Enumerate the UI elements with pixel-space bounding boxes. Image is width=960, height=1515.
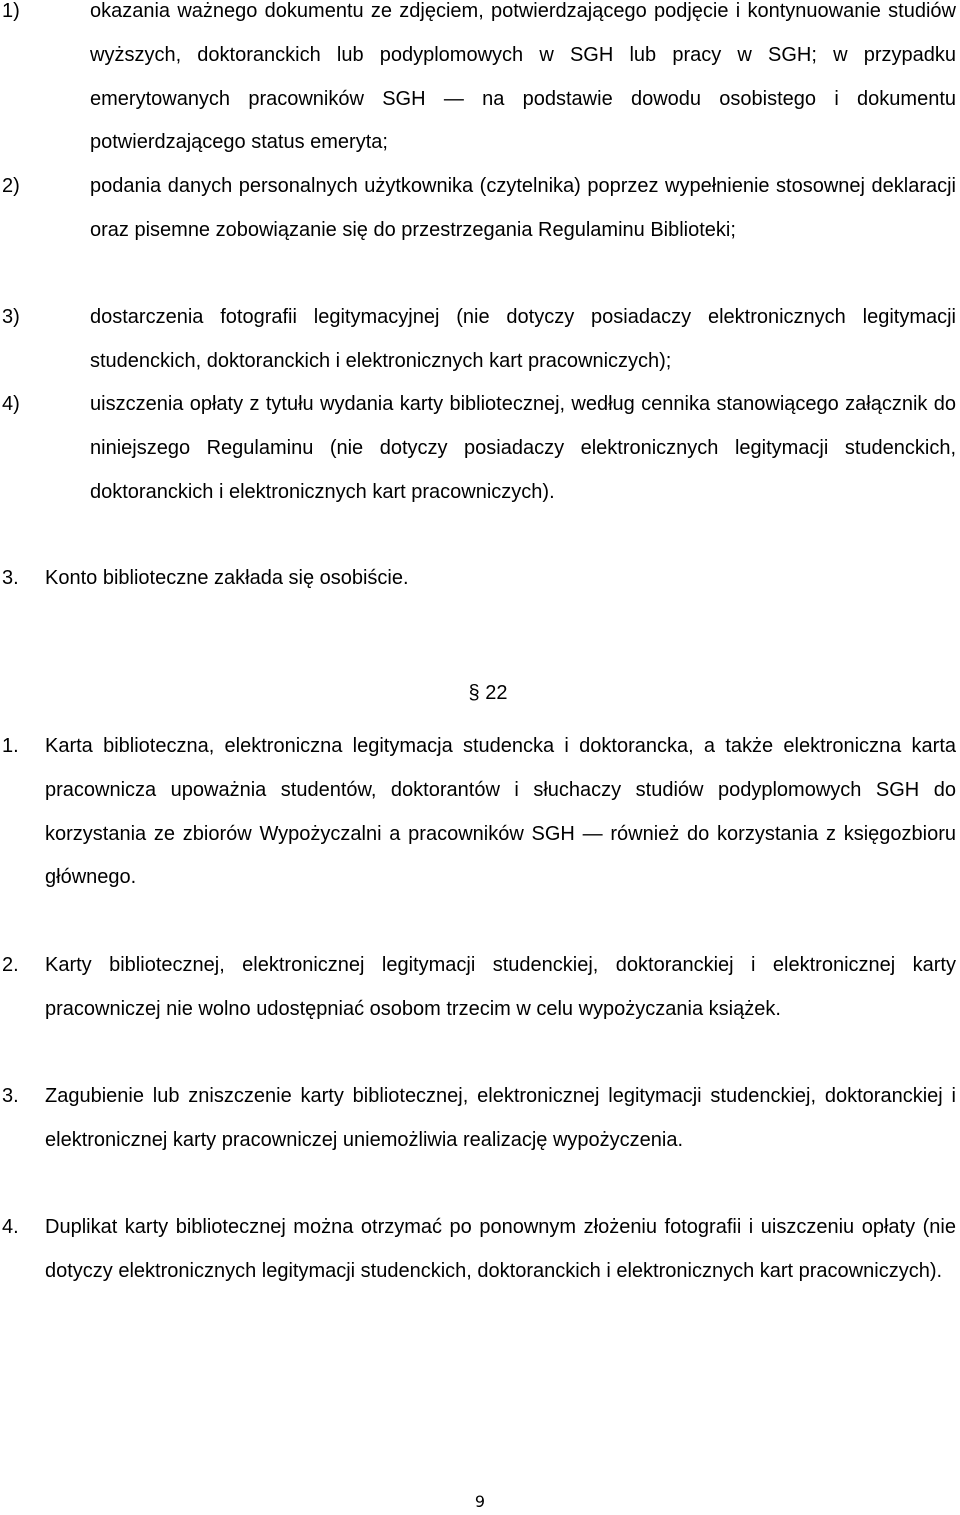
item-3-marker: 3. [2,567,19,589]
list-marker-3: 3) [2,306,20,328]
paragraph-3: Zagubienie lub zniszczenie karty bibliotecznej, elektronicznej legitymacji studenckiej, doktoranckiej i elektronicznej karty pracowniczej uniemożliwia realizację wypożyczenia. [45,1085,956,1151]
paragraph-2: Karty bibliotecznej, elektronicznej legitymacji studenckiej, doktoranckiej i elektronicznej karty pracowniczej nie wolno udostępniać osobom trzecim w celu wypożyczania książek. [45,954,956,1020]
list-marker-2: 2) [2,175,20,197]
paragraph-marker-1: 1. [2,735,19,757]
list-item-2: podania danych personalnych użytkownika (czytelnika) poprzez wypełnienie stosownej deklaracji oraz pisemne zobowiązanie się do przestrzegania Regulaminu Biblioteki; [90,175,956,241]
section-sign: § 22 [468,682,508,704]
section-heading [0,672,960,716]
list-marker-4: 4) [2,393,20,415]
page-number: 9 [474,1492,486,1511]
paragraph-marker-4: 4. [2,1216,19,1238]
paragraph-marker-3: 3. [2,1085,19,1107]
list-item-1: okazania ważnego dokumentu ze zdjęciem, potwierdzającego podjęcie i kontynuowanie studiów wyższych, doktoranckich lub podyplomowych w SGH lub pracy w SGH; w przypadku emerytowanych pracowników SGH — na podstawie dowodu osobistego i dokumentu potwierdzającego status emeryta; [90,0,956,154]
list-item-3: dostarczenia fotografii legitymacyjnej (nie dotyczy posiadaczy elektronicznych legitymacji studenckich, doktoranckich i elektronicznych kart pracowniczych); [90,306,956,372]
paragraph-4: Duplikat karty bibliotecznej można otrzymać po ponownym złożeniu fotografii i uiszczeniu opłaty (nie dotyczy elektronicznych legitymacji studenckich, doktoranckich i elektronicznych kart pracowniczych). [45,1216,956,1282]
list-marker-1: 1) [2,0,20,22]
item-3-text: Konto biblioteczne zakłada się osobiście. [45,567,409,589]
list-item-4: uiszczenia opłaty z tytułu wydania karty bibliotecznej, według cennika stanowiącego załącznik do niniejszego Regulaminu (nie dotyczy posiadaczy elektronicznych legitymacji studenckich, doktoranckich i elektronicznych kart pracowniczych). [90,393,956,503]
paragraph-marker-2: 2. [2,954,19,976]
paragraph-1: Karta biblioteczna, elektroniczna legitymacja studencka i doktorancka, a także elektroniczna karta pracownicza upoważnia studentów, doktorantów i słuchaczy studiów podyplomowych SGH do korzystania ze zbiorów Wypożyczalni a pracowników SGH — również do korzystania z księgozbioru głównego. [45,735,956,889]
